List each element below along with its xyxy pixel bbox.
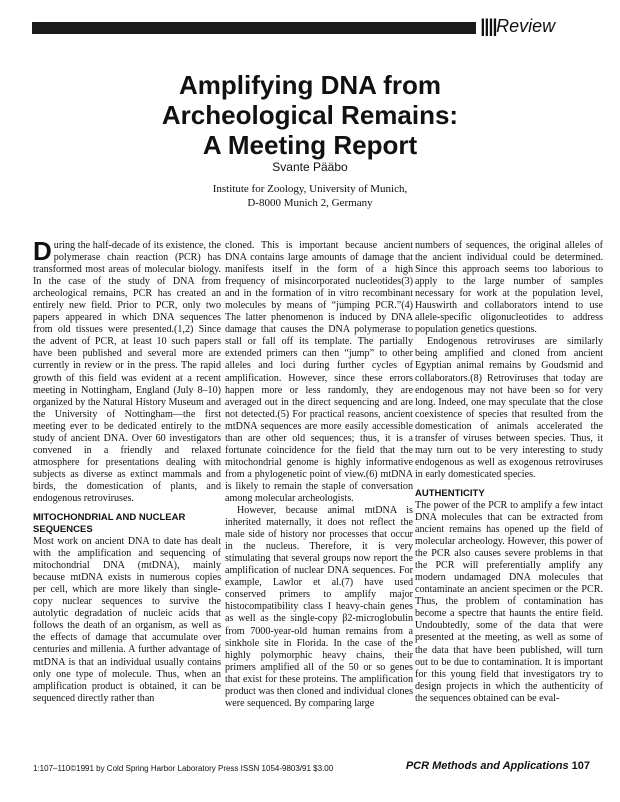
intro-text: uring the half-decade of its existence, the polymerase chain reaction (PCR) has transformed most areas of molecular biology. In the case of the study of DNA from archeological remains, PCR has created an entirely new field. Prior to PCR, only two papers appeared in which DNA sequences from old tissues were presented.(1,2) Since the advent of PCR, at least 10 such papers have been published and several more are currently in review or in the press. The rapid growth of this field was evident at a recent meeting in Nottingham, England (July 8–10) organized by the Natural History Museum and the University of Nottingham—the first meeting ever to be dedicated entirely to the study of ancient DNA. Over 60 investigators convened in a friendly and relaxed atmosphere for presentations dealing with subjects as diverse as extinct mammals and birds, the domestication of plants, and endogenous retroviruses. bbox=[33, 240, 221, 504]
column-3 bbox=[415, 240, 603, 705]
affiliation-line-2: D-8000 Munich 2, Germany bbox=[247, 197, 373, 209]
paragraph: cloned. This is important because ancient DNA contains large amounts of damage that manifests itself in the form of a high frequency of misincorporated nucleotides(3) and in the formation of in vitro recombinant molecules by means of “jumping PCR.”(4) The latter phenomenon is induced by DNA damage that causes the DNA polymerase to stall or fall off its template. The partially extended primers can then “jump” to other alleles and loci during further cycles of amplification. However, since these errors happen more or less randomly, they are averaged out in the direct sequencing and are not detected.(5) For practical reasons, ancient mtDNA sequences are more easily accessible than are other old sequences; thus, it is a fortunate coincidence for the field that the mitochondrial genome is highly informative from a phylogenetic point of view.(6) mtDNA is likely to remain the staple of conversation among molecular archeologists. bbox=[225, 240, 413, 504]
section-label bbox=[476, 16, 555, 37]
journal-footer bbox=[406, 760, 590, 772]
copyright-line: 1:107–110©1991 by Cold Spring Harbor Laboratory Press ISSN 1054-9803/91 $3.00 bbox=[33, 764, 334, 773]
paragraph: Most work on ancient DNA to date has dealt with the amplification and sequencing of mitochondrial DNA (mtDNA), mainly because mtDNA exists in numerous copies per cell, which are more likely than single-copy nuclear sequences to survive the autolytic degradation of nucleic acids that follows the death of an organism, as well as the effects of damage that accumulate over centuries and millenia. A further advantage of mtDNA is that an individual usually contains only one type of molecule. Thus, when an amplification product is obtained, it can be sequenced directly rather than bbox=[33, 536, 221, 704]
paragraph: However, because animal mtDNA is inherited maternally, it does not reflect the male side of history nor processes that occur in the nucleus. Therefore, it is very stimulating that several groups now report the amplification of nuclear DNA sequences. For example, Lawlor et al.(7) have used conserved primers to amplify major histocompatibility class I heavy-chain genes as well as the single-copy β2-microglobulin from 7000-year-old human remains from a sinkhole site in Florida. In the case of the highly polymorphic heavy chains, their primers amplified all of the 50 or so genes that exist for these proteins. The amplification product was then cloned and individual clones were sequenced. By comparing large bbox=[225, 505, 413, 709]
title-line-3: A Meeting Report bbox=[202, 130, 418, 160]
paragraph: Endogenous retroviruses are similarly being amplified and cloned from ancient Egyptian animal remains by Goudsmid and collaborators.(8) Retroviruses that today are endogenous may not have been so for very long. Indeed, one may speculate that the close coexistence of species that resulted from the domestication of animals accelerated the transfer of viruses between species. Thus, it may turn out to be very interesting to study endogenous as well as exogenous retroviruses in early domesticated species. bbox=[415, 336, 603, 480]
page-number: 107 bbox=[571, 760, 590, 772]
section-heading-authenticity: AUTHENTICITY bbox=[415, 487, 485, 499]
author: Svante Pääbo bbox=[272, 160, 348, 174]
affiliation-line-1: Institute for Zoology, University of Munich, bbox=[212, 183, 408, 195]
column-1 bbox=[33, 236, 221, 705]
affiliation bbox=[0, 182, 620, 210]
section-stripes: |||| bbox=[480, 16, 497, 36]
title-line-1: Amplifying DNA from bbox=[179, 70, 441, 100]
drop-cap: D bbox=[33, 236, 52, 266]
intro-paragraph bbox=[33, 236, 221, 505]
journal-name: PCR Methods and Applications bbox=[405, 760, 569, 772]
header-bar bbox=[32, 22, 528, 34]
title-line-2: Archeological Remains: bbox=[161, 100, 459, 130]
section-name: Review bbox=[496, 16, 556, 36]
column-2 bbox=[225, 240, 413, 710]
section-heading-mito: MITOCHONDRIAL AND NUCLEAR SEQUENCES bbox=[33, 512, 186, 536]
article-title bbox=[0, 70, 620, 160]
paragraph: The power of the PCR to amplify a few intact DNA molecules that can be extracted from ancient remains has opened up the field of molecular archeology. However, this power of the PCR also causes severe problems in that the PCR will preferentially amplify any modern undamaged DNA molecules that contaminate an ancient specimen or the PCR. Thus, the problem of contamination has become a spectre that haunts the entire field. Undoubtedly, some of the data that were presented at the meeting, as well as some of the data that have been published, will turn out to be due to contamination. It is important for this young field that investigators try to design projects in which the authenticity of the sequences obtained can be eval- bbox=[415, 499, 603, 704]
paragraph: numbers of sequences, the original alleles of the ancient individual could be determined. Since this approach seems too laborious to apply to the large number of samples necessary for work at the population level, Hauswirth and collaborators intend to use allele-specific oligonucleotides to address population genetics questions. bbox=[415, 240, 603, 336]
